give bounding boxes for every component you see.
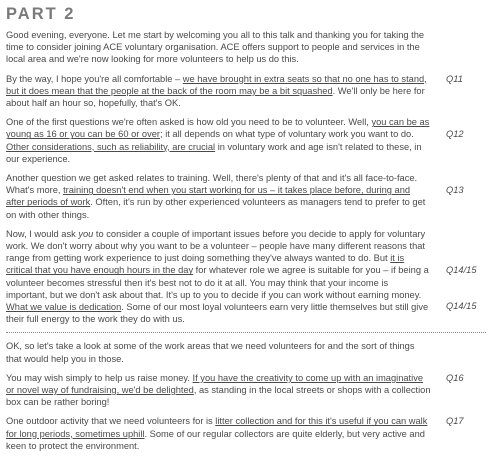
text: . Some of our regular collectors are quite elderly, but very active and keen to protect the environment. xyxy=(6,428,425,451)
answer-underline: it is critical that you have enough hours in the day xyxy=(6,253,405,276)
text: One of the first questions we're often asked is how old you need to be to volunteer. Well, xyxy=(6,117,372,128)
paragraph-fundraising xyxy=(6,372,464,409)
paragraph-age xyxy=(6,116,464,165)
question-number: Q14/15 xyxy=(446,264,477,275)
section-divider xyxy=(6,332,486,333)
question-number: Q16 xyxy=(446,372,464,383)
emphasis: you xyxy=(78,228,94,239)
text: in voluntary work and age isn't related to these, in our experience. xyxy=(6,141,422,164)
question-number: Q17 xyxy=(446,416,464,427)
text: to consider a couple of important issues before you decide to apply for voluntary work. We don't worry about why you want to be a volunteer – people have many different reasons that range from getting work experience to just doing something they've always wanted to do. But xyxy=(6,228,426,264)
text: Another question we get asked relates to training. Well, there's plenty of that and it's all face-to-face. What's more, xyxy=(6,173,418,196)
answer-underline: What we value is dedication xyxy=(6,302,122,313)
answer-underline: we have brought in extra seats so that no one has to stand, but it does mean that the people at the back of the room may be a bit squashed xyxy=(6,73,427,96)
text: for whatever role we agree is suitable for you – if being a volunteer becomes stressful then it's best not to do it at all. You may think that your income is important, but we don't ask about that. It's up to you to decide if you can work without earning money. xyxy=(6,265,429,300)
question-number: Q12 xyxy=(446,129,464,140)
text: . Some of our most loyal volunteers earn very little themselves but still give their full energy to the work they do with us. xyxy=(6,302,429,325)
text: By the way, I hope you're all comfortable – xyxy=(6,73,183,84)
text: , as standing in the local streets or shops with a collection box can be rather boring! xyxy=(6,385,431,408)
paragraph-welcome xyxy=(6,29,431,66)
text: . Often, it's run by other experienced volunteers as managers tend to prefer to get on with other things. xyxy=(6,197,426,220)
paragraph-litter xyxy=(6,415,464,452)
text: One outdoor activity that we need volunteers for is xyxy=(6,416,216,427)
text: You may wish simply to help us raise money. xyxy=(6,372,193,383)
question-number: Q11 xyxy=(446,73,463,84)
text: OK, so let's take a look at some of the work areas that we need volunteers for and the sort of things that would help you in those. xyxy=(6,341,415,364)
question-number: Q13 xyxy=(446,185,464,196)
answer-underline: you can be as young as 16 or you can be 60 or over xyxy=(6,117,430,140)
page-title: PART 2 xyxy=(6,5,76,23)
answer-underline: If you have the creativity to come up with an imaginative or novel way of fundraising, we'd be delighted xyxy=(6,372,424,396)
text: Now, I would ask xyxy=(6,228,79,239)
text: . We'll only be here for about half an hour so, hopefully, that's OK. xyxy=(6,85,425,109)
paragraph-seating xyxy=(6,73,463,110)
question-number: Q14/15 xyxy=(446,300,477,311)
answer-underline: training doesn't end when you start working for us – it takes place before, during and after periods of work xyxy=(6,185,411,208)
paragraph-training xyxy=(6,172,464,221)
text: ; it all depends on what type of voluntary work you want to do. xyxy=(160,129,414,140)
answer-underline: litter collection and for this it's useful if you can walk for long periods, sometimes uphill xyxy=(6,416,428,439)
text: Good evening, everyone. Let me start by welcoming you all to this talk and thanking you for taking the time to consider joining ACE voluntary organisation. ACE offers support to people and services in the local area and we're now looking for more volunteers to help us do this. xyxy=(6,30,425,65)
paragraph-work-areas xyxy=(6,340,431,364)
answer-underline: Other considerations, such as reliability, are crucial xyxy=(6,141,216,152)
paragraph-issues xyxy=(6,228,477,326)
